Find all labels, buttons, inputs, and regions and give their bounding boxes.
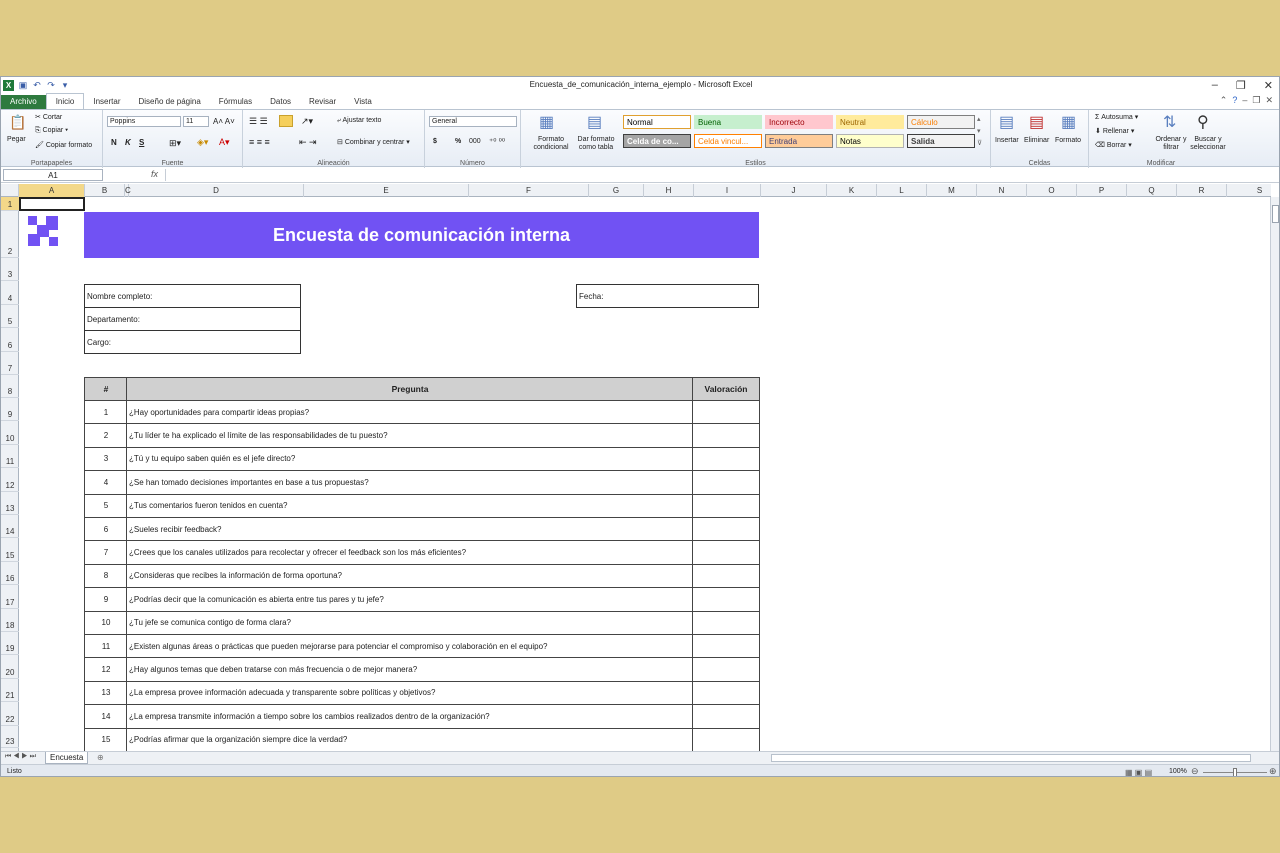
doc-minimize-icon[interactable]: – bbox=[1242, 95, 1248, 105]
department-field-label[interactable]: Departamento: bbox=[84, 307, 301, 331]
styles-scroll-icon[interactable]: ▴ ▾ ⊽ bbox=[977, 116, 983, 147]
group-label-styles: Estilos bbox=[745, 160, 766, 167]
font-color-icon[interactable]: A▾ bbox=[219, 137, 230, 147]
row-number: 14 bbox=[5, 527, 15, 536]
rating-cell[interactable] bbox=[692, 681, 760, 705]
tab-datos[interactable]: Datos bbox=[270, 97, 292, 106]
horizontal-scrollbar[interactable] bbox=[771, 754, 1251, 762]
restore-button[interactable]: ❐ bbox=[1235, 80, 1246, 92]
row-number: 11 bbox=[5, 457, 15, 466]
rating-cell[interactable] bbox=[692, 587, 760, 611]
cell-style-option[interactable]: Neutral bbox=[836, 115, 904, 129]
sheet-tab-bar bbox=[1, 751, 1280, 764]
cell-style-option[interactable]: Celda vincul... bbox=[694, 134, 762, 148]
row-number: 2 bbox=[7, 247, 13, 256]
question-text[interactable]: ¿Tu jefe se comunica contigo de forma clara? bbox=[126, 611, 694, 635]
grow-font-icon[interactable]: A˄ A˅ bbox=[213, 117, 235, 126]
select-all-corner[interactable] bbox=[1, 184, 19, 197]
table-header-number: # bbox=[84, 377, 128, 401]
row-header-16[interactable] bbox=[1, 562, 19, 585]
cell-style-option[interactable]: Notas bbox=[836, 134, 904, 148]
ribbon bbox=[1, 109, 1280, 167]
question-text[interactable]: ¿Sueles recibir feedback? bbox=[126, 517, 694, 541]
font-family-select[interactable]: Poppins bbox=[107, 116, 181, 127]
delete-cells-icon[interactable]: ▤ bbox=[1029, 114, 1045, 131]
underline-button[interactable]: S bbox=[139, 138, 145, 147]
align-top-icon[interactable]: ☰ ☰ bbox=[249, 116, 268, 126]
row-number: 17 bbox=[5, 598, 15, 607]
row-number: 12 bbox=[5, 481, 15, 490]
row-number: 13 bbox=[5, 504, 15, 513]
rating-cell[interactable] bbox=[692, 470, 760, 494]
format-as-table-button[interactable]: Dar formato como tabla bbox=[577, 136, 615, 151]
question-number[interactable]: 6 bbox=[84, 517, 128, 541]
row-number: 9 bbox=[7, 410, 13, 419]
row-number: 22 bbox=[5, 715, 15, 724]
column-header-i[interactable]: I bbox=[694, 184, 761, 197]
cut-label: Cortar bbox=[42, 114, 63, 121]
column-header-s[interactable]: S bbox=[1227, 184, 1280, 197]
question-number[interactable]: 11 bbox=[84, 634, 128, 658]
question-number[interactable]: 13 bbox=[84, 681, 128, 705]
indent-icon[interactable]: ⇤ ⇥ bbox=[299, 137, 317, 147]
minimize-ribbon-icon[interactable]: ⌃ bbox=[1219, 95, 1228, 105]
selected-cell-a1[interactable] bbox=[19, 197, 85, 211]
clear-label: Borrar bbox=[1106, 142, 1127, 149]
cut-button[interactable]: ✂ Cortar bbox=[35, 114, 63, 121]
row-header-8[interactable] bbox=[1, 375, 19, 398]
group-label-alignment: Alineación bbox=[317, 160, 350, 167]
row-header-12[interactable] bbox=[1, 468, 19, 492]
new-sheet-icon[interactable]: ⊕ bbox=[97, 753, 104, 762]
row-header-21[interactable] bbox=[1, 679, 19, 702]
group-label-cells: Celdas bbox=[1028, 160, 1051, 167]
excel-window bbox=[0, 76, 1280, 777]
group-label-number: Número bbox=[460, 160, 485, 167]
position-field-label[interactable]: Cargo: bbox=[84, 330, 301, 354]
column-header-g[interactable]: G bbox=[589, 184, 644, 197]
name-box[interactable]: A1 bbox=[3, 169, 103, 181]
question-number[interactable]: 1 bbox=[84, 400, 128, 424]
window-controls bbox=[1212, 79, 1273, 92]
rating-cell[interactable] bbox=[692, 494, 760, 518]
window-title: Encuesta_de_comunicación_interna_ejemplo - Microsoft Excel bbox=[529, 80, 753, 89]
question-number[interactable]: 2 bbox=[84, 423, 128, 447]
question-text[interactable]: ¿Crees que los canales utilizados para recolectar y ofrecer el feedback son los más eficientes? bbox=[126, 540, 694, 564]
conditional-format-icon[interactable]: ▦ bbox=[539, 114, 555, 131]
thousands-button[interactable]: 000 bbox=[469, 138, 481, 145]
rating-cell[interactable] bbox=[692, 564, 760, 588]
format-as-table-icon[interactable]: ▤ bbox=[587, 114, 603, 131]
row-header-6[interactable] bbox=[1, 328, 19, 352]
row-header-17[interactable] bbox=[1, 585, 19, 609]
find-select-button[interactable]: Buscar y seleccionar bbox=[1190, 136, 1226, 151]
question-number[interactable]: 8 bbox=[84, 564, 128, 588]
group-font bbox=[103, 110, 243, 168]
column-header-q[interactable]: Q bbox=[1127, 184, 1177, 197]
row-number: 3 bbox=[7, 270, 13, 279]
tab-revisar[interactable]: Revisar bbox=[309, 97, 337, 106]
group-cells bbox=[991, 110, 1089, 168]
fill-color-icon[interactable]: ◈▾ bbox=[197, 137, 209, 147]
group-styles bbox=[521, 110, 991, 168]
question-text[interactable]: ¿La empresa transmite información a tiempo sobre los cambios realizados dentro de la organización? bbox=[126, 704, 694, 728]
question-number[interactable]: 9 bbox=[84, 587, 128, 611]
status-bar bbox=[1, 764, 1280, 777]
row-header-9[interactable] bbox=[1, 398, 19, 421]
question-text[interactable]: ¿Hay algunos temas que deben tratarse con más frecuencia o de mejor manera? bbox=[126, 657, 694, 681]
decimal-icon[interactable]: ⁺⁰ ⁰⁰ bbox=[489, 137, 506, 146]
question-text[interactable]: ¿Se han tomado decisiones importantes en base a tus propuestas? bbox=[126, 470, 694, 494]
group-label-font: Fuente bbox=[161, 160, 184, 167]
group-label-clipboard: Portapapeles bbox=[30, 160, 73, 167]
column-header-d[interactable]: D bbox=[129, 184, 304, 197]
format-painter-button[interactable]: 🖌 Copiar formato bbox=[35, 142, 93, 149]
insert-cells-icon[interactable]: ▤ bbox=[999, 114, 1015, 131]
close-button[interactable]: ✕ bbox=[1263, 80, 1273, 92]
rating-cell[interactable] bbox=[692, 728, 760, 751]
column-header-a[interactable]: A bbox=[19, 184, 85, 197]
find-select-icon[interactable]: ⚲ bbox=[1197, 114, 1209, 131]
zoom-level[interactable]: 100% bbox=[1169, 768, 1187, 775]
table-header-question: Pregunta bbox=[126, 377, 694, 401]
align-bottom-icon[interactable] bbox=[279, 115, 293, 127]
row-number: 1 bbox=[7, 200, 13, 209]
tab-formulas[interactable]: Fórmulas bbox=[218, 97, 253, 106]
row-number: 21 bbox=[5, 691, 15, 700]
column-header-f[interactable]: F bbox=[469, 184, 589, 197]
question-text[interactable]: ¿Hay oportunidades para compartir ideas propias? bbox=[126, 400, 694, 424]
currency-button[interactable]: $ bbox=[433, 138, 437, 145]
row-header-23[interactable] bbox=[1, 726, 19, 748]
vertical-scrollbar[interactable] bbox=[1270, 197, 1280, 751]
row-number: 4 bbox=[7, 294, 13, 303]
paste-icon[interactable]: 📋 bbox=[9, 114, 27, 130]
row-headers bbox=[1, 197, 19, 751]
zoom-slider-thumb[interactable] bbox=[1233, 768, 1237, 777]
fx-icon[interactable]: fx bbox=[151, 169, 159, 179]
zoom-out-icon[interactable]: ⊖ bbox=[1191, 766, 1199, 776]
cell-style-option[interactable]: Cálculo bbox=[907, 115, 975, 129]
sort-filter-icon[interactable]: ⇅ bbox=[1163, 114, 1177, 131]
formula-bar bbox=[1, 168, 1280, 183]
column-header-k[interactable]: K bbox=[827, 184, 877, 197]
survey-banner-title: Encuesta de comunicación interna bbox=[84, 212, 759, 258]
redo-icon[interactable]: ↷ bbox=[47, 80, 55, 90]
question-text[interactable]: ¿Tus comentarios fueron tenidos en cuenta? bbox=[126, 494, 694, 518]
bold-button[interactable]: N bbox=[111, 138, 117, 147]
merge-center-button[interactable]: ⊟ Combinar y centrar ▾ bbox=[337, 139, 410, 146]
question-text[interactable]: ¿La empresa provee información adecuada y transparente sobre políticas y objetivos? bbox=[126, 681, 694, 705]
borders-icon[interactable]: ⊞▾ bbox=[169, 138, 182, 148]
row-number: 7 bbox=[7, 364, 13, 373]
cell-style-option[interactable]: Entrada bbox=[765, 134, 833, 148]
rating-cell[interactable] bbox=[692, 540, 760, 564]
group-alignment bbox=[243, 110, 425, 168]
column-header-o[interactable]: O bbox=[1027, 184, 1077, 197]
column-header-j[interactable]: J bbox=[761, 184, 827, 197]
row-header-4[interactable] bbox=[1, 281, 19, 305]
rating-cell[interactable] bbox=[692, 400, 760, 424]
column-header-r[interactable]: R bbox=[1177, 184, 1227, 197]
clear-button[interactable]: ⌫ Borrar ▾ bbox=[1095, 142, 1132, 149]
question-text[interactable]: ¿Tú y tu equipo saben quién es el jefe directo? bbox=[126, 447, 694, 471]
fill-label: Rellenar bbox=[1102, 128, 1129, 135]
group-editing bbox=[1089, 110, 1233, 168]
row-number: 19 bbox=[5, 644, 15, 653]
align-left-icon[interactable]: ≡ ≡ ≡ bbox=[249, 137, 270, 147]
cell-style-option[interactable]: Buena bbox=[694, 115, 762, 129]
question-text[interactable]: ¿Podrías afirmar que la organización siempre dice la verdad? bbox=[126, 728, 694, 751]
question-number[interactable]: 3 bbox=[84, 447, 128, 471]
conditional-format-button[interactable]: Formato condicional bbox=[533, 136, 569, 151]
rating-cell[interactable] bbox=[692, 423, 760, 447]
question-number[interactable]: 7 bbox=[84, 540, 128, 564]
minimize-button[interactable]: – bbox=[1211, 79, 1218, 91]
group-number bbox=[425, 110, 521, 168]
row-header-22[interactable] bbox=[1, 702, 19, 726]
excel-logo-icon[interactable]: X bbox=[3, 80, 14, 91]
rating-cell[interactable] bbox=[692, 611, 760, 635]
vertical-scroll-thumb[interactable] bbox=[1272, 205, 1279, 223]
question-number[interactable]: 10 bbox=[84, 611, 128, 635]
table-header-rating: Valoración bbox=[692, 377, 760, 401]
column-header-c[interactable]: C bbox=[125, 186, 131, 195]
row-number: 18 bbox=[5, 621, 15, 630]
ribbon-tabs bbox=[1, 93, 1280, 109]
name-field-label[interactable]: Nombre completo: bbox=[84, 284, 301, 308]
question-number[interactable]: 12 bbox=[84, 657, 128, 681]
doc-restore-icon[interactable]: ❐ bbox=[1252, 95, 1261, 105]
rating-cell[interactable] bbox=[692, 517, 760, 541]
row-number: 15 bbox=[5, 551, 15, 560]
cell-style-option[interactable]: Normal bbox=[623, 115, 691, 129]
question-number[interactable]: 4 bbox=[84, 470, 128, 494]
row-header-10[interactable] bbox=[1, 421, 19, 445]
row-header-18[interactable] bbox=[1, 609, 19, 632]
column-header-e[interactable]: E bbox=[304, 184, 469, 197]
question-text[interactable]: ¿Podrías decir que la comunicación es abierta entre tus pares y tu jefe? bbox=[126, 587, 694, 611]
cell-style-option[interactable]: Celda de co... bbox=[623, 134, 691, 148]
status-ready: Listo bbox=[7, 768, 22, 775]
question-text[interactable]: ¿Tu líder te ha explicado el límite de las responsabilidades de tu puesto? bbox=[126, 423, 694, 447]
fill-button[interactable]: ⬇ Rellenar ▾ bbox=[1095, 128, 1135, 135]
font-size-select[interactable]: 11 bbox=[183, 116, 209, 127]
cell-style-option[interactable]: Incorrecto bbox=[765, 115, 833, 129]
row-header-1[interactable] bbox=[1, 197, 19, 211]
merge-center-label: Combinar y centrar bbox=[344, 139, 405, 146]
doc-close-icon[interactable]: ✕ bbox=[1265, 95, 1273, 105]
row-number: 23 bbox=[5, 737, 15, 746]
column-header-b[interactable]: B bbox=[85, 184, 125, 197]
view-buttons-icon[interactable]: ▦ ▣ ▤ bbox=[1125, 768, 1153, 777]
title-bar bbox=[1, 77, 1280, 93]
autosum-label: Autosuma bbox=[1101, 114, 1133, 121]
column-header-m[interactable]: M bbox=[927, 184, 977, 197]
tab-archivo[interactable]: Archivo bbox=[1, 95, 46, 109]
undo-icon[interactable]: ↶ bbox=[33, 80, 41, 90]
tab-diseno-pagina[interactable]: Diseño de página bbox=[138, 97, 201, 106]
row-header-19[interactable] bbox=[1, 632, 19, 655]
company-logo bbox=[28, 216, 58, 246]
sheet-tab-encuesta[interactable]: Encuesta bbox=[45, 752, 88, 764]
rating-cell[interactable] bbox=[692, 634, 760, 658]
row-header-13[interactable] bbox=[1, 492, 19, 515]
formula-input[interactable] bbox=[165, 169, 1265, 181]
format-cells-button[interactable]: Formato bbox=[1055, 137, 1082, 144]
column-header-h[interactable]: H bbox=[644, 184, 694, 197]
row-number: 5 bbox=[7, 317, 13, 326]
row-header-11[interactable] bbox=[1, 445, 19, 468]
row-header-20[interactable] bbox=[1, 655, 19, 679]
autosum-button[interactable]: Σ Autosuma ▾ bbox=[1095, 114, 1139, 121]
group-clipboard bbox=[1, 110, 103, 168]
column-header-p[interactable]: P bbox=[1077, 184, 1127, 197]
paste-button[interactable]: Pegar bbox=[7, 136, 26, 143]
row-number: 20 bbox=[5, 668, 15, 677]
save-icon[interactable]: ▣ bbox=[18, 80, 28, 90]
row-header-2[interactable] bbox=[1, 211, 19, 258]
cell-style-option[interactable]: Salida bbox=[907, 134, 975, 148]
number-format-select[interactable]: General bbox=[429, 116, 517, 127]
sheet-nav-arrows-icon[interactable]: ⏮ ◀ ▶ ⏭ bbox=[5, 753, 36, 760]
delete-cells-button[interactable]: Eliminar bbox=[1024, 137, 1050, 144]
row-number: 10 bbox=[5, 434, 15, 443]
tab-vista[interactable]: Vista bbox=[354, 97, 372, 106]
copy-button[interactable]: ⎘ Copiar ▾ bbox=[35, 127, 69, 134]
row-number: 8 bbox=[7, 387, 13, 396]
question-number[interactable]: 14 bbox=[84, 704, 128, 728]
question-text[interactable]: ¿Consideras que recibes la información de forma oportuna? bbox=[126, 564, 694, 588]
row-header-15[interactable] bbox=[1, 538, 19, 562]
rating-cell[interactable] bbox=[692, 447, 760, 471]
row-header-14[interactable] bbox=[1, 515, 19, 538]
question-number[interactable]: 15 bbox=[84, 728, 128, 751]
row-header-3[interactable] bbox=[1, 258, 19, 281]
row-header-7[interactable] bbox=[1, 352, 19, 375]
customize-toolbar-icon[interactable]: ▾ bbox=[62, 80, 68, 90]
tab-inicio[interactable]: Inicio bbox=[46, 93, 85, 109]
column-header-n[interactable]: N bbox=[977, 184, 1027, 197]
column-headers bbox=[1, 184, 1271, 197]
row-number: 6 bbox=[7, 341, 13, 350]
column-header-l[interactable]: L bbox=[877, 184, 927, 197]
format-cells-icon[interactable]: ▦ bbox=[1061, 114, 1077, 131]
tab-insertar[interactable]: Insertar bbox=[93, 97, 121, 106]
sort-filter-button[interactable]: Ordenar y filtrar bbox=[1155, 136, 1187, 151]
orientation-icon[interactable]: ↗▾ bbox=[301, 116, 314, 126]
wrap-text-button[interactable]: ⤶ Ajustar texto bbox=[337, 117, 382, 124]
worksheet-grid[interactable] bbox=[19, 197, 1269, 751]
question-number[interactable]: 5 bbox=[84, 494, 128, 518]
group-label-editing: Modificar bbox=[1146, 160, 1176, 167]
percent-button[interactable]: % bbox=[455, 138, 462, 145]
row-number: 16 bbox=[5, 574, 15, 583]
ribbon-right-controls bbox=[1220, 95, 1273, 106]
italic-button[interactable]: K bbox=[125, 138, 131, 147]
row-header-5[interactable] bbox=[1, 305, 19, 328]
wrap-text-label: Ajustar texto bbox=[342, 117, 382, 124]
rating-cell[interactable] bbox=[692, 657, 760, 681]
question-text[interactable]: ¿Existen algunas áreas o prácticas que pueden mejorarse para potenciar el compromiso y colaboración en el equipo? bbox=[126, 634, 694, 658]
help-icon[interactable]: ? bbox=[1232, 95, 1238, 105]
zoom-in-icon[interactable]: ⊕ bbox=[1269, 766, 1277, 776]
insert-cells-button[interactable]: Insertar bbox=[995, 137, 1019, 144]
date-field-label[interactable]: Fecha: bbox=[576, 284, 759, 308]
copy-label: Copiar bbox=[42, 127, 64, 134]
format-painter-label: Copiar formato bbox=[45, 142, 93, 149]
rating-cell[interactable] bbox=[692, 704, 760, 728]
